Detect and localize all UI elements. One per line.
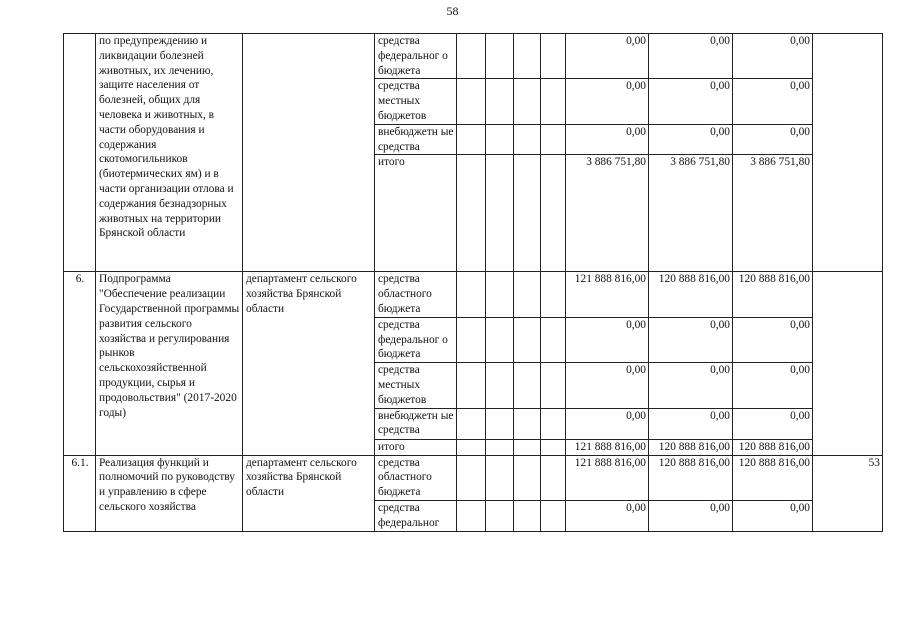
funding-source-cell: средства местных бюджетов bbox=[375, 363, 457, 408]
amount-cell: 3 886 751,80 bbox=[649, 155, 733, 272]
funding-source-cell: средства федеральног bbox=[375, 500, 457, 531]
funding-source-cell: итого bbox=[375, 439, 457, 455]
executor-cell: департамент сельского хозяйства Брянской области bbox=[243, 455, 375, 531]
amount-cell: 0,00 bbox=[733, 34, 813, 79]
table-row bbox=[64, 455, 883, 500]
amount-cell: 0,00 bbox=[733, 363, 813, 408]
indicator-cell bbox=[813, 34, 883, 272]
amount-cell: 0,00 bbox=[733, 124, 813, 155]
table-row bbox=[64, 272, 883, 317]
amount-cell: 0,00 bbox=[649, 408, 733, 439]
amount-cell: 0,00 bbox=[649, 500, 733, 531]
amount-cell: 121 888 816,00 bbox=[566, 455, 649, 500]
amount-cell: 121 888 816,00 bbox=[566, 439, 649, 455]
page-number: 58 bbox=[446, 4, 459, 18]
amount-cell: 0,00 bbox=[566, 408, 649, 439]
amount-cell: 0,00 bbox=[649, 34, 733, 79]
funding-source-cell: средства областного бюджета bbox=[375, 272, 457, 317]
funding-source-cell: итого bbox=[375, 155, 457, 272]
indicator-cell bbox=[813, 272, 883, 455]
row-number-cell: 6.1. bbox=[64, 455, 96, 531]
funding-source-cell: внебюджетн ые средства bbox=[375, 408, 457, 439]
amount-cell: 0,00 bbox=[566, 317, 649, 362]
program-name-cell: по предупреждению и ликвидации болезней животных, их лечению, защите населения от болезней, общих для человека и животных, в части оборудования и содержания скотомогильников (биотермических ям) и в части организации отлова и содержания безнадзорных животных на территории Брянской области bbox=[96, 34, 243, 272]
amount-cell: 0,00 bbox=[649, 363, 733, 408]
funding-source-cell: средства местных бюджетов bbox=[375, 79, 457, 124]
amount-cell: 120 888 816,00 bbox=[649, 272, 733, 317]
amount-cell: 0,00 bbox=[566, 500, 649, 531]
amount-cell: 0,00 bbox=[649, 317, 733, 362]
executor-cell bbox=[243, 34, 375, 272]
amount-cell: 0,00 bbox=[566, 34, 649, 79]
amount-cell: 120 888 816,00 bbox=[649, 439, 733, 455]
table-row bbox=[64, 34, 883, 79]
amount-cell: 120 888 816,00 bbox=[733, 455, 813, 500]
budget-table bbox=[63, 33, 883, 532]
amount-cell: 0,00 bbox=[733, 317, 813, 362]
program-name-cell: Подпрограмма "Обеспечение реализации Государственной программы развития сельского хозяйства и регулирования рынков сельскохозяйственной продукции, сырья и продовольствия" (2017-2020 годы) bbox=[96, 272, 243, 455]
amount-cell: 3 886 751,80 bbox=[566, 155, 649, 272]
row-number-cell bbox=[64, 34, 96, 272]
amount-cell: 120 888 816,00 bbox=[649, 455, 733, 500]
funding-source-cell: средства федеральног о бюджета bbox=[375, 317, 457, 362]
row-number-cell: 6. bbox=[64, 272, 96, 455]
executor-cell: департамент сельского хозяйства Брянской области bbox=[243, 272, 375, 455]
program-name-cell: Реализация функций и полномочий по руководству и управлению в сфере сельского хозяйства bbox=[96, 455, 243, 531]
amount-cell: 0,00 bbox=[733, 408, 813, 439]
funding-source-cell: внебюджетн ые средства bbox=[375, 124, 457, 155]
amount-cell: 120 888 816,00 bbox=[733, 439, 813, 455]
amount-cell: 0,00 bbox=[649, 79, 733, 124]
amount-cell: 121 888 816,00 bbox=[566, 272, 649, 317]
amount-cell: 0,00 bbox=[733, 79, 813, 124]
funding-source-cell: средства федеральног о бюджета bbox=[375, 34, 457, 79]
amount-cell: 120 888 816,00 bbox=[733, 272, 813, 317]
funding-source-cell: средства областного бюджета bbox=[375, 455, 457, 500]
amount-cell: 3 886 751,80 bbox=[733, 155, 813, 272]
amount-cell: 0,00 bbox=[649, 124, 733, 155]
amount-cell: 0,00 bbox=[566, 79, 649, 124]
amount-cell: 0,00 bbox=[566, 124, 649, 155]
indicator-cell: 53 bbox=[813, 455, 883, 531]
amount-cell: 0,00 bbox=[733, 500, 813, 531]
amount-cell: 0,00 bbox=[566, 363, 649, 408]
